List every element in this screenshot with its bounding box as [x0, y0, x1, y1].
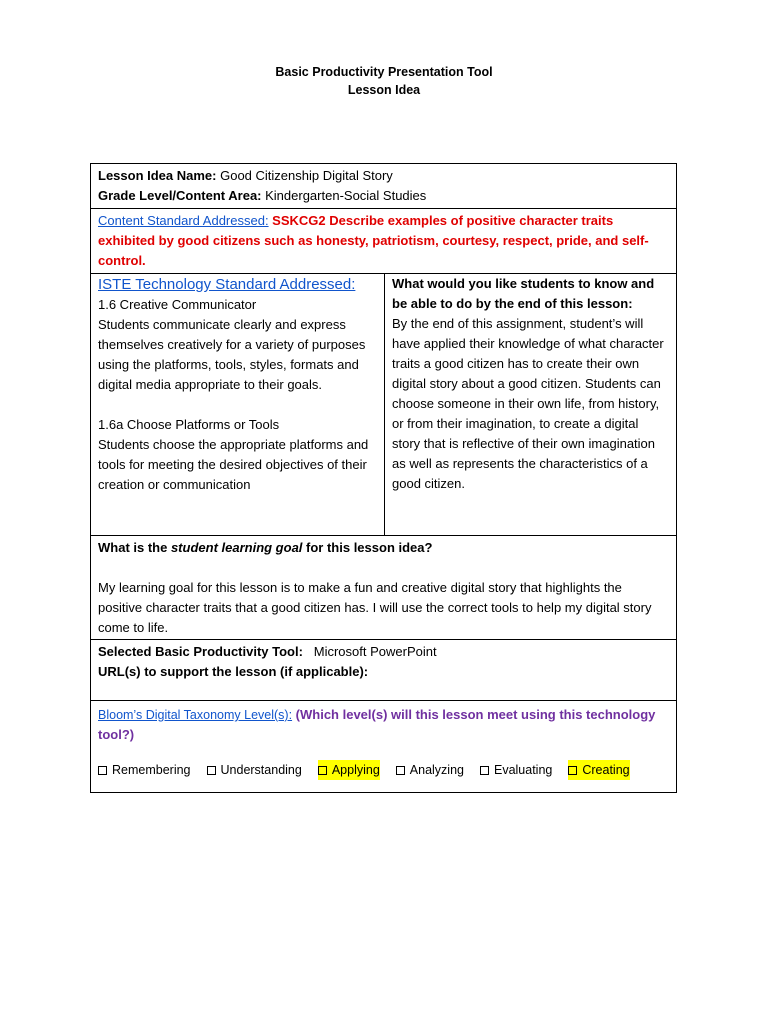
lesson-name-label: Lesson Idea Name: — [98, 168, 217, 183]
standards-row — [91, 273, 676, 535]
grade-level-value: Kindergarten-Social Studies — [261, 188, 427, 203]
document-subtitle: Lesson Idea — [347, 83, 421, 97]
checkbox-icon[interactable] — [207, 766, 216, 775]
grade-level-line — [98, 186, 669, 206]
content-standard-link[interactable]: Content Standard Addressed: — [98, 213, 269, 228]
iste-line-1: 1.6 Creative Communicator — [98, 297, 257, 312]
url-label: URL(s) to support the lesson (if applicable): — [98, 664, 369, 679]
bloom-level-creating[interactable] — [568, 760, 629, 780]
bloom-level-label: Evaluating — [493, 763, 553, 777]
learning-goal-q-prefix: What is the — [98, 540, 171, 555]
bloom-levels — [98, 760, 669, 780]
learning-outcome-question: What would you like students to know and be able to do by the end of this lesson: — [392, 276, 655, 311]
bloom-link[interactable]: Bloom’s Digital Taxonomy Level(s): — [98, 708, 293, 722]
content-standard-text: SSKCG2 Describe examples of positive character traits exhibited by good citizens such as honesty, patriotism, courtesy, respect, pride, and self-control. — [98, 213, 649, 268]
iste-standard-cell — [91, 274, 385, 535]
document-title: Basic Productivity Presentation Tool — [275, 65, 493, 79]
lesson-info-row — [91, 164, 676, 208]
iste-line-3: 1.6a Choose Platforms or Tools — [98, 417, 280, 432]
learning-outcome-answer: By the end of this assignment, student’s will have applied their knowledge of what character traits a good citizen has to create their own digital story about a good citizen. Students can choose someone in their own life, from history, or from their imagination, to create a digital story that is reflective of their own imagination as well as represents the characteristics of a good citizen. — [392, 316, 664, 491]
tool-label: Selected Basic Productivity Tool: — [98, 644, 303, 659]
tool-line — [98, 642, 669, 662]
bloom-level-label: Remembering — [112, 763, 191, 777]
learning-goal-row — [91, 535, 676, 639]
bloom-level-applying[interactable] — [318, 760, 380, 780]
tool-value: Microsoft PowerPoint — [302, 644, 437, 659]
learning-goal-q-suffix: for this lesson idea? — [302, 540, 433, 555]
learning-goal-q-italic: student learning goal — [170, 540, 303, 555]
grade-level-label: Grade Level/Content Area: — [98, 188, 262, 203]
content-standard-row — [91, 208, 676, 273]
checkbox-icon[interactable] — [480, 766, 489, 775]
iste-standard-link[interactable]: ISTE Technology Standard Addressed: — [98, 276, 356, 293]
bloom-level-label: Applying — [331, 763, 380, 777]
bloom-level-analyzing[interactable] — [396, 760, 464, 780]
bloom-level-label: Understanding — [220, 763, 302, 777]
lesson-name-line — [98, 166, 669, 186]
lesson-name-value: Good Citizenship Digital Story — [216, 168, 393, 183]
bloom-level-label: Creating — [582, 763, 630, 777]
bloom-level-label: Analyzing — [409, 763, 464, 777]
bloom-level-remembering[interactable] — [98, 760, 191, 780]
bloom-row — [91, 700, 676, 792]
bloom-level-evaluating[interactable] — [480, 760, 552, 780]
bloom-level-understanding[interactable] — [207, 760, 302, 780]
iste-line-2: Students communicate clearly and express themselves creatively for a variety of purposes using the platforms, tools, styles, formats and digital media appropriate to their goals. — [98, 317, 366, 392]
learning-goal-answer: My learning goal for this lesson is to make a fun and creative digital story that highlights the positive character traits that a good citizen has. I will use the correct tools to help my digital story come to life. — [98, 580, 652, 635]
checkbox-icon[interactable] — [98, 766, 107, 775]
lesson-form-table — [90, 163, 677, 793]
tool-row — [91, 639, 676, 700]
bloom-question: (Which level(s) will this lesson meet using this technology tool?) — [98, 707, 656, 742]
iste-line-4: Students choose the appropriate platforms and tools for meeting the desired objectives of their creation or communication — [98, 437, 369, 492]
checkbox-icon[interactable] — [568, 766, 577, 775]
checkbox-icon[interactable] — [318, 766, 327, 775]
checkbox-icon[interactable] — [396, 766, 405, 775]
bloom-heading — [98, 705, 669, 745]
learning-goal-question — [98, 538, 669, 558]
learning-outcome-cell — [385, 274, 676, 535]
